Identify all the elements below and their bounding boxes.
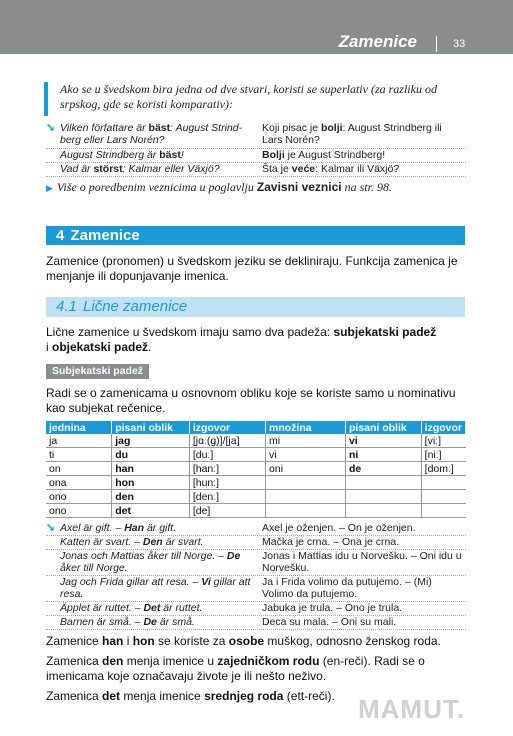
table-row: ja jag [jɑː(g)]/[ja] mi vi [viː]: [46, 434, 466, 448]
example-row: [46, 122, 466, 149]
table-row: ono den [denː]: [46, 490, 466, 504]
paragraph-intro: Zamenice (pronomen) u švedskom jeziku se dekliniraju. Funkcija zamenica je menjanje ili dopunjavanje imenica.: [46, 254, 458, 283]
table-row: ono det [de]: [46, 504, 466, 518]
example-row: ➘ Axel är gift. – Han är gift. Axel je oženjen. – On je oženjen.: [46, 522, 466, 536]
page-number: 33: [453, 38, 466, 50]
paragraph-det: Zamenica det menja imenice srednjeg roda (ett-reči).: [46, 689, 335, 703]
example-row: [46, 163, 466, 177]
table-row: ona hon [hunː]: [46, 476, 466, 490]
serbian-text: Bolji je August Strindberg!: [262, 149, 386, 161]
triangle-icon: ▶: [46, 183, 53, 193]
serbian-text: Koji pisac je bolji: August Strindberg ili Lars Norén?: [262, 122, 442, 146]
example-row: Barnen är små. – De är små. Deca su mala. – Oni su mali.: [46, 616, 466, 630]
paragraph-han-hon: Zamenice han i hon se koriste za osobe muškog, odnosno ženskog roda.: [46, 634, 441, 648]
note-line: Ako se u švedskom bira jedna od dve stvari, koristi se superlativ (za razliku od: [60, 82, 437, 96]
section-heading: 4 Zamenice: [46, 226, 465, 245]
note-line: srpskog, gde se koristi komparativ):: [60, 97, 233, 111]
cross-reference: ▶ Više o poredbenim veznicima u poglavlju Zavisni veznici na str. 98.: [46, 180, 392, 194]
example-row: Jonas och Mattias åker till Norge. – De åker till Norge. Jonas i Mattias idu u Norvešku. – Oni idu u Norvešku.: [46, 550, 466, 576]
example-row: [46, 149, 466, 163]
subsection-heading: 4.1 Lične zamenice: [46, 297, 465, 317]
serbian-text: Šta je veće: Kalmar ili Växjö?: [262, 163, 400, 175]
example-row: Katten är svart. – Den är svart. Mačka je crna. – Ona je crna.: [46, 536, 466, 550]
arrow-icon: ➘: [46, 122, 56, 134]
header-divider: [436, 36, 437, 52]
table-row: on han [hanː] oni de [domː]: [46, 462, 466, 476]
example-row: Jag och Frida gillar att resa. – Vi gillar att resa. Ja i Frida volimo da putujemo. – (Mi) Volimo da putujemo.: [46, 576, 466, 602]
table-header-row: jednina pisani oblik izgovor množina pisani oblik izgovor: [46, 421, 466, 434]
swedish-text: Vad är störst: Kalmar eller Växjö?: [60, 163, 220, 175]
case-label: Subjekatski padež: [46, 364, 149, 379]
publisher-logo: MAMUT.: [358, 694, 466, 724]
page-header: [0, 0, 513, 54]
arrow-icon: ➘: [46, 522, 56, 534]
pronoun-table: [46, 421, 466, 518]
superlative-note: [46, 82, 466, 112]
paragraph-nominative: Radi se o zamenicama u osnovnom obliku koje se koriste samo u nominativu kao subjekat rečenice.: [46, 386, 456, 415]
example-row: Äpplet är ruttet. – Det är ruttet. Jabuka je trula. – Ono je trula.: [46, 602, 466, 616]
table-row: ti du [duː] vi ni [niː]: [46, 448, 466, 462]
swedish-text: Vilken författare är bäst: August Strind- berg eller Lars Norén?: [60, 122, 243, 146]
paragraph-cases: Lične zamenice u švedskom imaju samo dva padeža: subjekatski padež i objekatski padež.: [46, 325, 437, 354]
swedish-text: August Strindberg är bäst!: [60, 149, 184, 161]
paragraph-den: Zamenica den menja imenice u zajedničkom rodu (en-reči). Radi se o imenicama koje označavaju živote je ili nešto neživo.: [46, 654, 425, 683]
chapter-title: Zamenice: [338, 32, 417, 51]
